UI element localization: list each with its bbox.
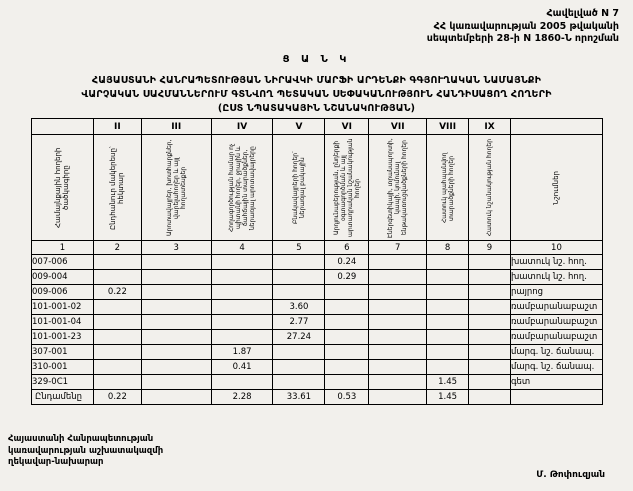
cell-col4: [211, 315, 273, 330]
header-label-code: Համայնքային հողերի ծածկագիրը: [54, 147, 71, 228]
cell-note: րայրոց: [510, 285, 602, 300]
title-subline-3: (ԸՍՏ ՆՊԱՏԱԿԱՅԻՆ ՆՇԱՆԱԿՈՒԹՅԱՆ): [217, 103, 416, 114]
cell-col4: [211, 270, 273, 285]
header-cell-protected: [427, 135, 469, 241]
cell-col7: [369, 315, 427, 330]
header-cell-code: [32, 135, 94, 241]
cell-col9: [469, 315, 511, 330]
cell-col4: 1.87: [211, 345, 273, 360]
cell-col5: [273, 285, 325, 300]
header-label-unsuitable: Հողագործության համար ոչ պիտանի հողեր, ջրային և ճահճային տարածքներ, ներառյալ արոտավայրերը: [228, 143, 257, 232]
roman-cell-2: II: [93, 119, 141, 135]
title-subline-2: ՎԱՐՉԱԿԱՆ ՍԱՀՄԱՆՆԵՐՈՒՄ ԳՏՆՎՈՂ ՊԵՏԱԿԱՆ ՍԵՓԱԿԱՆՈՒԹՅՈՒՆ ՀԱՆԴԻՍԱՑՈՂ ՀՈՂԵՐԻ: [81, 89, 552, 100]
header-cell-energy-transport: [369, 135, 427, 241]
total-col8: 1.45: [427, 390, 469, 405]
cell-col4: [211, 375, 273, 390]
cell-col3: [141, 330, 211, 345]
cell-code: 009-006: [32, 285, 94, 300]
cell-col6: [325, 315, 369, 330]
cell-note: գետ: [510, 375, 602, 390]
header-label-notes: Նշումներ: [552, 170, 561, 205]
roman-cell-8: VIII: [427, 119, 469, 135]
table-total-row: [32, 390, 603, 405]
header-label-agricultural: Արոտավայրեր, խոտհարքներ, վարելահողեր և այլ հողատեսքեր: [165, 139, 187, 236]
table-row: [32, 300, 603, 315]
title-subline-1: ՀԱՅԱՍՏԱՆԻ ՀԱՆՐԱՊԵՏՈՒԹՅԱՆ ՆԻՐԱՎԿԻ ՄԱՐՖԻ ԱՐԴԵՆՔԻ ԳԳՅՈՒՂԱԿԱՆ ՆԱՄԱՅՆՔԻ: [91, 75, 542, 86]
cell-col6: [325, 375, 369, 390]
roman-cell-10: [510, 119, 602, 135]
numbering-cell-4: 4: [211, 241, 273, 255]
cell-note: ռամբարանաբաշտ: [510, 300, 602, 315]
land-data-table: [31, 118, 603, 405]
cell-note: ռամբարանաբաշտ: [510, 330, 602, 345]
cell-note: մարգ. նշ. ճանապ.: [510, 345, 602, 360]
total-col5: 33.61: [273, 390, 325, 405]
cell-col9: [469, 285, 511, 300]
table-numbering-row: [32, 241, 603, 255]
table-row: [32, 285, 603, 300]
numbering-cell-2: 2: [93, 241, 141, 255]
cell-col3: [141, 345, 211, 360]
header-cell-notes: [510, 135, 602, 241]
cell-col5: 3.60: [273, 300, 325, 315]
cell-col6: 0.29: [325, 270, 369, 285]
title-block: [0, 54, 633, 116]
table-row: [32, 375, 603, 390]
cell-col2: [93, 270, 141, 285]
cell-col2: [93, 315, 141, 330]
cell-col7: [369, 360, 427, 375]
cell-col2: [93, 300, 141, 315]
header-cell-total-area: [93, 135, 141, 241]
cell-col3: [141, 255, 211, 270]
cell-col3: [141, 300, 211, 315]
cell-col5: [273, 270, 325, 285]
document-header: [427, 8, 619, 46]
cell-col7: [369, 330, 427, 345]
cell-col9: [469, 270, 511, 285]
cell-col8: [427, 360, 469, 375]
cell-col4: [211, 255, 273, 270]
cell-note: մարգ. նշ. ճանապ.: [510, 360, 602, 375]
cell-col6: [325, 300, 369, 315]
header-label-special: Հատուկ նշանակության հողեր: [486, 138, 493, 237]
numbering-cell-8: 8: [427, 241, 469, 255]
header-cell-industrial: [325, 135, 369, 241]
cell-code: 101-001-02: [32, 300, 94, 315]
cell-col3: [141, 360, 211, 375]
numbering-cell-5: 5: [273, 241, 325, 255]
total-col2: 0.22: [93, 390, 141, 405]
cell-col5: [273, 255, 325, 270]
signature-name: Մ. Թոփուզյան: [536, 470, 605, 480]
cell-col5: 2.77: [273, 315, 325, 330]
cell-code: 101-001-04: [32, 315, 94, 330]
signature-title: ղեկավար-նախարար: [8, 457, 104, 467]
table-row: [32, 360, 603, 375]
header-cell-special: [469, 135, 511, 241]
cell-col7: [369, 300, 427, 315]
cell-col6: [325, 285, 369, 300]
signature-block-left: [8, 434, 163, 469]
cell-code: 307-001: [32, 345, 94, 360]
cell-col3: [141, 270, 211, 285]
header-line-2: ՀՀ կառավարության 2005 թվականի: [433, 20, 619, 32]
cell-col5: [273, 360, 325, 375]
cell-col5: [273, 375, 325, 390]
numbering-cell-10: 10: [510, 241, 602, 255]
cell-col3: [141, 285, 211, 300]
table-header-row: [32, 135, 603, 241]
cell-code: 009-004: [32, 270, 94, 285]
numbering-cell-7: 7: [369, 241, 427, 255]
cell-col8: [427, 255, 469, 270]
total-col7: [369, 390, 427, 405]
cell-col5: [273, 345, 325, 360]
cell-note: ռամբարանաբաշտ: [510, 315, 602, 330]
numbering-cell-9: 9: [469, 241, 511, 255]
total-col9: [469, 390, 511, 405]
cell-note: խատուկ նշ. հող.: [510, 255, 602, 270]
cell-col2: [93, 345, 141, 360]
header-line-3: սեպտեմբերի 28-ի N 1860-Ն որոշման: [426, 33, 619, 44]
numbering-cell-1: 1: [32, 241, 94, 255]
cell-col8: [427, 270, 469, 285]
table-row: [32, 270, 603, 285]
roman-cell-1: [32, 119, 94, 135]
cell-col8: 1.45: [427, 375, 469, 390]
roman-cell-5: V: [273, 119, 325, 135]
numbering-cell-6: 6: [325, 241, 369, 255]
cell-col2: [93, 255, 141, 270]
header-label-settlement: Բնակավայրերի հողեր՝ ներառյալ բակային: [291, 151, 306, 224]
cell-code: 310-001: [32, 360, 94, 375]
cell-col4: [211, 300, 273, 315]
table-row: [32, 315, 603, 330]
header-cell-unsuitable: [211, 135, 273, 241]
header-cell-agricultural: [141, 135, 211, 241]
cell-col5: 27.24: [273, 330, 325, 345]
total-col3: [141, 390, 211, 405]
cell-col2: [93, 330, 141, 345]
cell-col8: [427, 315, 469, 330]
cell-note: խատուկ նշ. հող.: [510, 270, 602, 285]
cell-col8: [427, 285, 469, 300]
cell-col7: [369, 375, 427, 390]
cell-code: 007-006: [32, 255, 94, 270]
signature-org-line-2: կառավարության աշխատակազմի: [8, 445, 164, 456]
cell-col4: [211, 330, 273, 345]
cell-col8: [427, 345, 469, 360]
total-col6: 0.53: [325, 390, 369, 405]
header-label-energy-transport: Էներգետիկայի, տրանսպորտի, կապի, կոմունալ ենթակառուցվածքների հողեր: [387, 137, 409, 238]
cell-col9: [469, 360, 511, 375]
cell-col3: [141, 375, 211, 390]
total-label: Ընդամենը: [32, 390, 94, 405]
cell-col8: [427, 300, 469, 315]
cell-col4: [211, 285, 273, 300]
header-line-1: Հավելված N 7: [546, 8, 619, 19]
cell-col9: [469, 345, 511, 360]
total-note: [510, 390, 602, 405]
signature-org-line-1: Հայաստանի Հանրապետության: [8, 434, 154, 444]
cell-col9: [469, 375, 511, 390]
table-row: [32, 330, 603, 345]
cell-col2: 0.22: [93, 285, 141, 300]
roman-cell-4: IV: [211, 119, 273, 135]
cell-col7: [369, 345, 427, 360]
cell-col7: [369, 270, 427, 285]
cell-col4: 0.41: [211, 360, 273, 375]
cell-col2: [93, 360, 141, 375]
page-title: Ց Ա Ն Կ: [282, 54, 351, 65]
cell-col6: 0.24: [325, 255, 369, 270]
cell-col3: [141, 315, 211, 330]
cell-col6: [325, 345, 369, 360]
cell-col9: [469, 330, 511, 345]
roman-cell-9: IX: [469, 119, 511, 135]
roman-cell-6: VI: [325, 119, 369, 135]
roman-cell-7: VII: [369, 119, 427, 135]
cell-col9: [469, 255, 511, 270]
cell-code: 329-0C1: [32, 375, 94, 390]
header-label-protected: Հատուկ պահպանվող տարածքների հողեր: [440, 152, 455, 223]
cell-col9: [469, 300, 511, 315]
cell-col6: [325, 360, 369, 375]
table-row: [32, 255, 603, 270]
header-cell-settlement: [273, 135, 325, 241]
table-roman-row: [32, 119, 603, 135]
header-label-total-area: Ընդհանուր մակերեսը՝ հեկտար: [109, 145, 126, 230]
cell-col2: [93, 375, 141, 390]
header-label-industrial: Արդյունաբերության, ընդերքի օգտագործման և այլ արտադրական նշանակության հողեր: [332, 138, 361, 237]
cell-col7: [369, 285, 427, 300]
numbering-cell-3: 3: [141, 241, 211, 255]
cell-code: 101-001-23: [32, 330, 94, 345]
roman-cell-3: III: [141, 119, 211, 135]
cell-col7: [369, 255, 427, 270]
table-row: [32, 345, 603, 360]
total-col4: 2.28: [211, 390, 273, 405]
cell-col6: [325, 330, 369, 345]
cell-col8: [427, 330, 469, 345]
